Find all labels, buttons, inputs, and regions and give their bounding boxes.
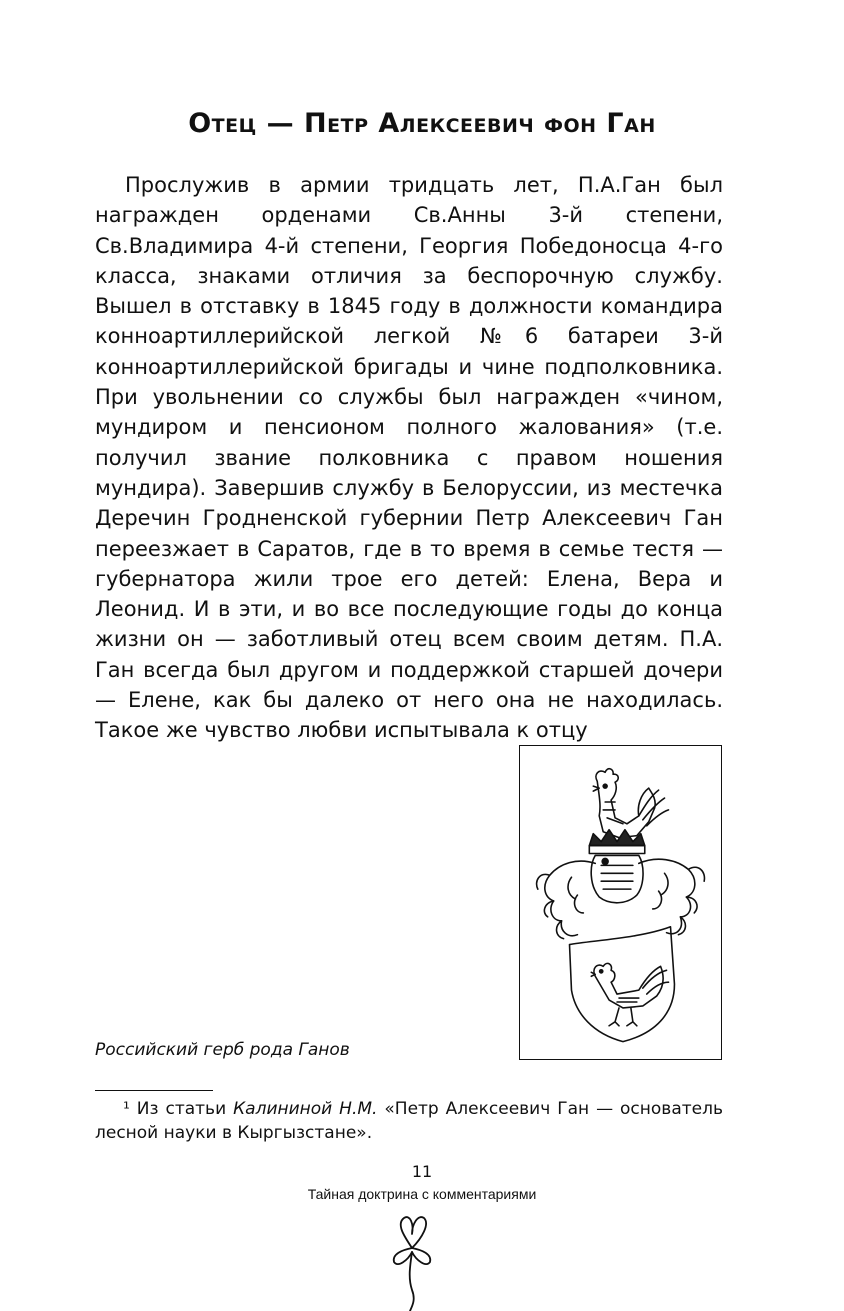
footnote-author: Калининой Н.М. (233, 1099, 378, 1119)
body-paragraph: Прослужив в армии тридцать лет, П.А.Ган был награжден орденами Св.Анны 3-й степени, Св.Владимира 4-й степени, Георгия Победоносца 4-го класса, знаками отличия за беспорочную службу. Вышел в отставку в 1845 году в должности командира конноартиллерийской легкой №6 батареи 3-й конноартиллерийской бригады и чине подполковника. При увольнении со службы был награжден «чином, мундиром и пенсионом полного жалования» (т.е. получил звание полковника с правом ношения мундира). Завершив службу в Белоруссии, из местечка Деречин Гродненской губернии Петр Алексеевич Ган переезжает в Саратов, где в то время в семье тестя — губернатора жили трое его детей: Елена, Вера и Леонид. И в эти, и во все последующие годы до конца жизни он — заботливый отец всем своим детям. П.А. Ган всегда был другом и поддержкой старшей дочери — Елене, как бы далеко от него она не находилась. Такое же чувство любви испытывала к отцу (95, 173, 723, 743)
coat-of-arms-figure (519, 745, 722, 1060)
footnote-marker: ¹ (123, 1099, 130, 1119)
footnote-divider (95, 1090, 213, 1091)
running-footer-title: Тайная доктрина с комментариями (307, 1186, 537, 1202)
footnote (95, 1097, 723, 1145)
flower-doodle-icon (382, 1214, 442, 1311)
page-number: 11 (411, 1162, 433, 1181)
chapter-heading: Отец — Петр Алексеевич фон Ган (188, 108, 656, 139)
footnote-prefix: Из статьи (136, 1099, 227, 1119)
figure-caption: Российский герб рода Ганов (95, 1040, 350, 1060)
coat-of-arms-image (520, 746, 721, 1059)
footnote-text: «Петр Алексеевич Ган — основатель лесной науки в Кыргызстане». (95, 1099, 723, 1143)
